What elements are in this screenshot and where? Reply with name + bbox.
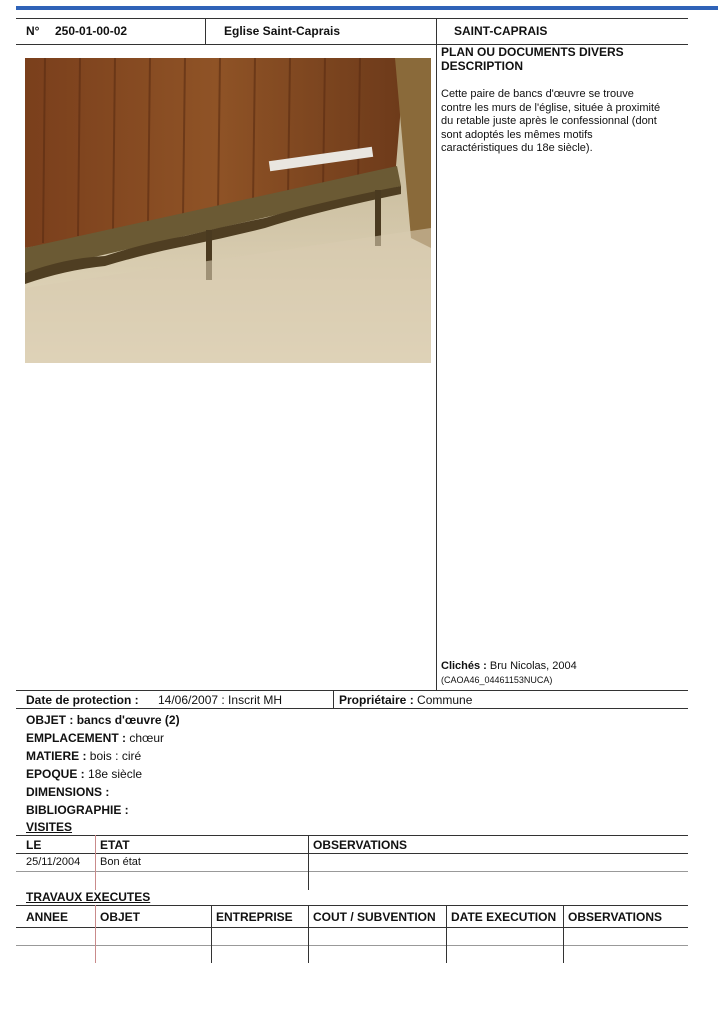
description-line: Cette paire de bancs d'œuvre se trouve	[441, 88, 634, 100]
visites-col-etat: ETAT	[100, 838, 130, 852]
field-epoque	[26, 765, 180, 783]
visite-etat: Bon état	[100, 856, 141, 868]
cliches-label: Clichés :	[441, 660, 487, 672]
field-label: EPOQUE :	[26, 767, 85, 781]
cliches-reference: (CAOA46_04461153NUCA)	[441, 675, 553, 685]
travaux-divider-2	[211, 905, 212, 963]
object-fields	[26, 711, 180, 819]
travaux-col-annee: ANNEE	[26, 910, 69, 924]
visites-col-observations: OBSERVATIONS	[313, 838, 408, 852]
protection-divider	[333, 690, 334, 709]
header-top-line	[16, 18, 688, 19]
owner-value: Commune	[417, 693, 473, 707]
field-matiere	[26, 747, 180, 765]
owner	[339, 693, 472, 707]
description-line: du retable juste après le confessionnal (dont	[441, 115, 657, 127]
travaux-divider-5	[563, 905, 564, 963]
visites-col-le: LE	[26, 838, 42, 852]
plan-documents-heading: PLAN OU DOCUMENTS DIVERS	[441, 45, 624, 59]
field-label: BIBLIOGRAPHIE :	[26, 803, 129, 817]
field-label: OBJET :	[26, 713, 74, 727]
owner-label: Propriétaire :	[339, 693, 414, 707]
protection-value: 14/06/2007 : Inscrit MH	[158, 693, 283, 707]
travaux-col-entreprise: ENTREPRISE	[216, 910, 293, 924]
church-name: Eglise Saint-Caprais	[224, 24, 341, 38]
travaux-col-objet: OBJET	[100, 910, 141, 924]
number-label: N°	[26, 24, 40, 38]
top-blue-bar	[16, 6, 718, 10]
travaux-row-line	[16, 945, 688, 946]
field-value: chœur	[129, 731, 165, 745]
travaux-divider-3	[308, 905, 309, 963]
visites-top-line	[16, 835, 688, 836]
side-panel-divider	[436, 18, 437, 690]
field-bibliographie	[26, 801, 180, 819]
field-label: DIMENSIONS :	[26, 785, 110, 799]
travaux-divider-4	[446, 905, 447, 963]
travaux-title: TRAVAUX EXECUTES	[26, 890, 151, 904]
visites-row-line	[16, 871, 688, 872]
inventory-number: 250-01-00-02	[55, 24, 128, 38]
field-value: 18e siècle	[88, 767, 143, 781]
travaux-col-observations: OBSERVATIONS	[568, 910, 663, 924]
description-heading: DESCRIPTION	[441, 59, 524, 73]
cliches-value: Bru Nicolas, 2004	[489, 660, 577, 672]
field-objet	[26, 711, 180, 729]
field-label: EMPLACEMENT :	[26, 731, 126, 745]
travaux-header-line	[16, 927, 688, 928]
header-divider-1	[205, 18, 206, 45]
visites-header-line	[16, 853, 688, 854]
field-value: bois : ciré	[89, 749, 142, 763]
commune-name: SAINT-CAPRAIS	[454, 24, 548, 38]
description-line: contre les murs de l'église, située à proximité	[441, 101, 661, 114]
travaux-col-cout: COUT / SUBVENTION	[313, 910, 436, 924]
visites-divider-1	[95, 835, 96, 890]
description-line: caractéristiques du 18e siècle).	[441, 142, 593, 154]
visites-divider-2	[308, 835, 309, 890]
protection-label: Date de protection :	[26, 693, 139, 707]
description-line: sont adoptés les mêmes motifs	[441, 128, 593, 141]
field-emplacement	[26, 729, 180, 747]
protection-bottom-line	[16, 708, 688, 709]
description-text	[441, 88, 691, 156]
field-dimensions	[26, 783, 180, 801]
travaux-col-date-execution: DATE EXECUTION	[451, 910, 557, 924]
visites-title: VISITES	[26, 820, 73, 834]
protection-top-line	[16, 690, 688, 691]
cliches-credit	[441, 660, 577, 672]
field-label: MATIERE :	[26, 749, 87, 763]
travaux-divider-1	[95, 905, 96, 963]
visite-date: 25/11/2004	[26, 856, 81, 868]
bench-photo	[25, 58, 431, 363]
field-value: bancs d'œuvre (2)	[76, 713, 180, 727]
travaux-top-line	[16, 905, 688, 906]
